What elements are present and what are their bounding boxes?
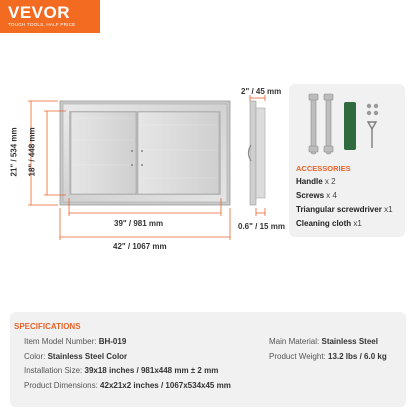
dim-flange: 0.6" / 15 mm (238, 222, 285, 231)
spec-product-dimensions: Product Dimensions: 42x21x2 inches / 1067x534x45 mm (24, 381, 231, 390)
spec-color: Color: Stainless Steel Color (24, 352, 128, 361)
door-front-view (60, 101, 230, 205)
handle-icon (309, 94, 333, 154)
spec-weight: Product Weight: 13.2 lbs / 6.0 kg (269, 352, 387, 361)
accessories-title: ACCESSORIES (296, 164, 351, 173)
accessory-cloth: Cleaning cloth x1 (296, 219, 362, 228)
dim-width-outer: 42" / 1067 mm (113, 242, 167, 251)
dim-height-inner: 18" / 448 mm (27, 127, 37, 177)
screwdriver-icon (368, 122, 376, 148)
door-side-view (249, 101, 266, 205)
cleaning-cloth-icon (344, 102, 356, 150)
dim-height-outer: 21" / 534 mm (9, 127, 19, 177)
accessory-screws: Screws x 4 (296, 191, 337, 200)
dim-width-inner: 39" / 981 mm (114, 219, 164, 228)
accessories-card (289, 84, 405, 237)
screws-icon (367, 104, 378, 115)
spec-material: Main Material: Stainless Steel (269, 337, 378, 346)
specifications-title: SPECIFICATIONS (14, 322, 81, 331)
logo-brand: VEVOR (8, 3, 71, 22)
logo-tagline: TOUGH TOOLS, HALF PRICE (8, 22, 76, 27)
spec-installation-size: Installation Size: 39x18 inches / 981x448 mm ± 2 mm (24, 366, 219, 375)
accessory-handle: Handle x 2 (296, 177, 336, 186)
accessories-image (289, 84, 405, 162)
spec-model: Item Model Number: BH-019 (24, 337, 127, 346)
dim-depth: 2" / 45 mm (241, 87, 282, 96)
accessory-screwdriver: Triangular screwdriver x1 (296, 205, 393, 214)
